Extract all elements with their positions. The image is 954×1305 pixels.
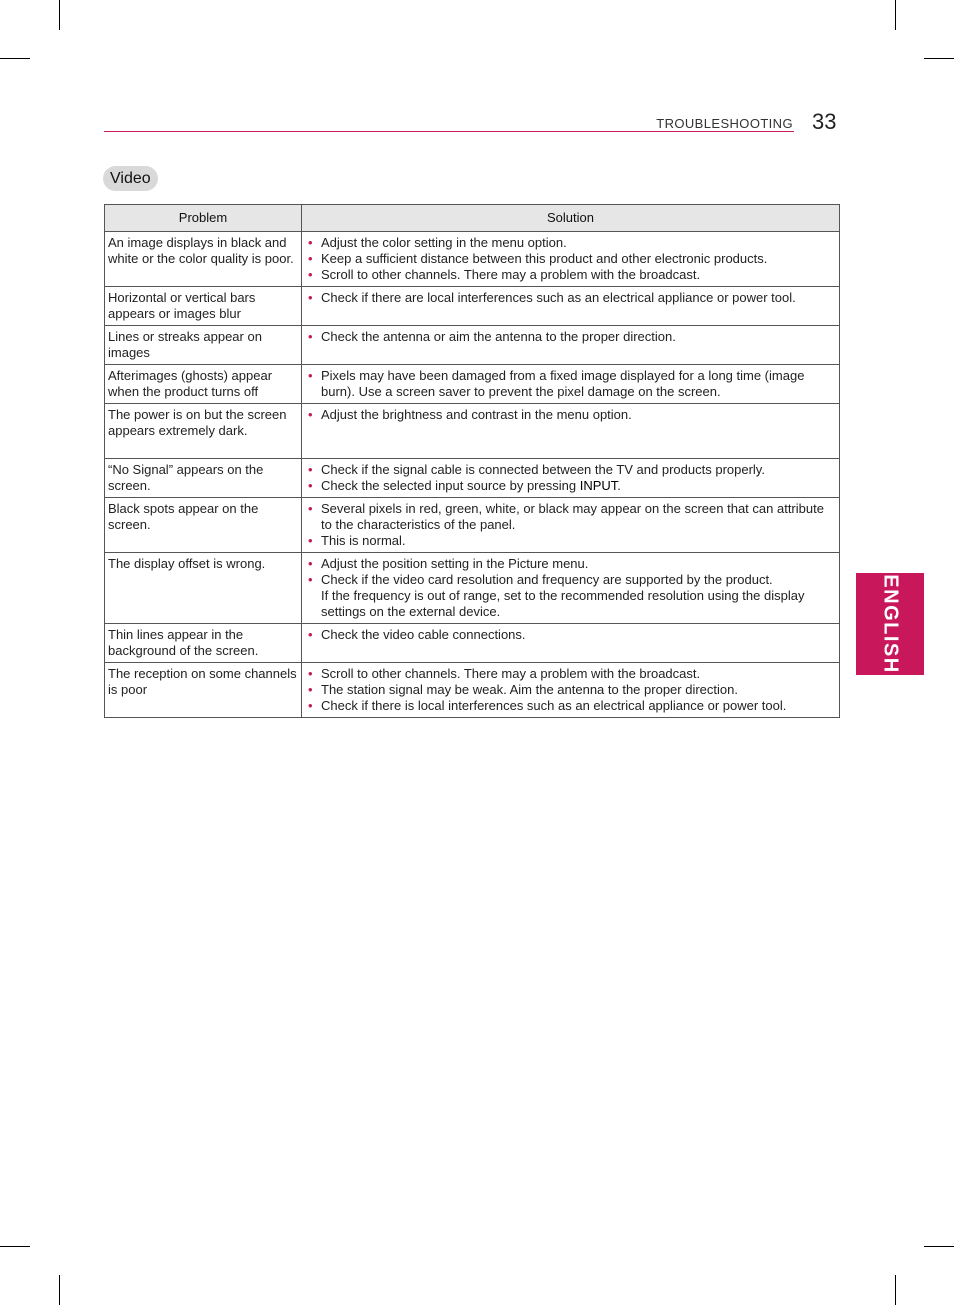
language-side-tab — [856, 573, 924, 675]
input-key-label: INPUT — [579, 478, 618, 493]
solution-item: • Check if there are local interferences such as an electrical appliance or power tool. — [306, 290, 835, 306]
solution-item: • Scroll to other channels. There may a problem with the broadcast. — [306, 666, 835, 682]
table-row — [105, 404, 840, 459]
solution-item: • Check if the signal cable is connected between the TV and products properly. — [306, 462, 835, 478]
crop-mark — [924, 1246, 954, 1247]
solution-cell — [302, 459, 840, 498]
solution-item-input — [306, 478, 835, 494]
solution-item: • Check the antenna or aim the antenna to the proper direction. — [306, 329, 835, 345]
solution-item: • Check the video cable connections. — [306, 627, 835, 643]
solution-item: • Check if there is local interferences such as an electrical appliance or power tool. — [306, 698, 835, 714]
table-row — [105, 553, 840, 624]
table-row — [105, 287, 840, 326]
table-row — [105, 624, 840, 663]
crop-mark — [59, 0, 60, 30]
solution-list — [306, 556, 835, 620]
solution-cell — [302, 365, 840, 404]
language-side-tab-label: ENGLISH — [879, 574, 902, 674]
solution-item: • This is normal. — [306, 533, 835, 549]
page-number: 33 — [812, 109, 837, 134]
table-header-row — [105, 205, 840, 232]
solution-cell — [302, 287, 840, 326]
problem-cell: Lines or streaks appear on images — [105, 326, 302, 365]
problem-cell: The display offset is wrong. — [105, 553, 302, 624]
solution-cell — [302, 404, 840, 459]
crop-mark — [895, 0, 896, 30]
solution-item: • Pixels may have been damaged from a fixed image displayed for a long time (image burn). Use a screen saver to prevent the pixel damage on the screen. — [306, 368, 835, 400]
table-row — [105, 365, 840, 404]
table-row — [105, 498, 840, 553]
table-row — [105, 232, 840, 287]
solution-cell — [302, 624, 840, 663]
solution-list — [306, 368, 835, 400]
column-header-solution: Solution — [302, 205, 840, 232]
solution-cell — [302, 498, 840, 553]
solution-list — [306, 407, 835, 423]
problem-cell: Afterimages (ghosts) appear when the product turns off — [105, 365, 302, 404]
solution-cell — [302, 326, 840, 365]
solution-list — [306, 666, 835, 714]
solution-list — [306, 462, 835, 494]
solution-list — [306, 290, 835, 306]
solution-list — [306, 501, 835, 549]
solution-list — [306, 235, 835, 283]
problem-cell: “No Signal” appears on the screen. — [105, 459, 302, 498]
problem-cell: Horizontal or vertical bars appears or images blur — [105, 287, 302, 326]
troubleshooting-table — [104, 204, 840, 718]
solution-text: Check the selected input source by pressing — [321, 478, 580, 493]
solution-item: • Adjust the position setting in the Picture menu. — [306, 556, 835, 572]
crop-mark — [924, 58, 954, 59]
solution-item: • Several pixels in red, green, white, or black may appear on the screen that can attribute to the characteristics of the panel. — [306, 501, 835, 533]
crop-mark — [895, 1275, 896, 1305]
solution-list — [306, 627, 835, 643]
solution-item: • Keep a sufficient distance between this product and other electronic products. — [306, 251, 835, 267]
section-title: Video — [103, 166, 158, 191]
table-row — [105, 326, 840, 365]
column-header-problem: Problem — [105, 205, 302, 232]
header-section-label: TROUBLESHOOTING — [656, 116, 793, 131]
problem-cell: The power is on but the screen appears extremely dark. — [105, 404, 302, 459]
solution-item: • Scroll to other channels. There may a problem with the broadcast. — [306, 267, 835, 283]
solution-cell — [302, 663, 840, 718]
solution-cell — [302, 553, 840, 624]
header-rule — [104, 131, 794, 132]
solution-item — [306, 572, 835, 620]
solution-continuation: If the frequency is out of range, set to the recommended resolution using the display settings on the external device. — [321, 588, 805, 619]
problem-cell: Thin lines appear in the background of the screen. — [105, 624, 302, 663]
solution-text: . — [617, 478, 621, 493]
problem-cell: Black spots appear on the screen. — [105, 498, 302, 553]
solution-item: • Adjust the brightness and contrast in the menu option. — [306, 407, 835, 423]
solution-item: • The station signal may be weak. Aim the antenna to the proper direction. — [306, 682, 835, 698]
problem-cell: The reception on some channels is poor — [105, 663, 302, 718]
solution-cell — [302, 232, 840, 287]
crop-mark — [0, 1246, 30, 1247]
table-row — [105, 459, 840, 498]
solution-list — [306, 329, 835, 345]
table-row — [105, 663, 840, 718]
solution-item: • Adjust the color setting in the menu option. — [306, 235, 835, 251]
solution-text: • Check if the video card resolution and frequency are supported by the product. — [321, 572, 773, 587]
crop-mark — [59, 1275, 60, 1305]
problem-cell: An image displays in black and white or the color quality is poor. — [105, 232, 302, 287]
crop-mark — [0, 58, 30, 59]
